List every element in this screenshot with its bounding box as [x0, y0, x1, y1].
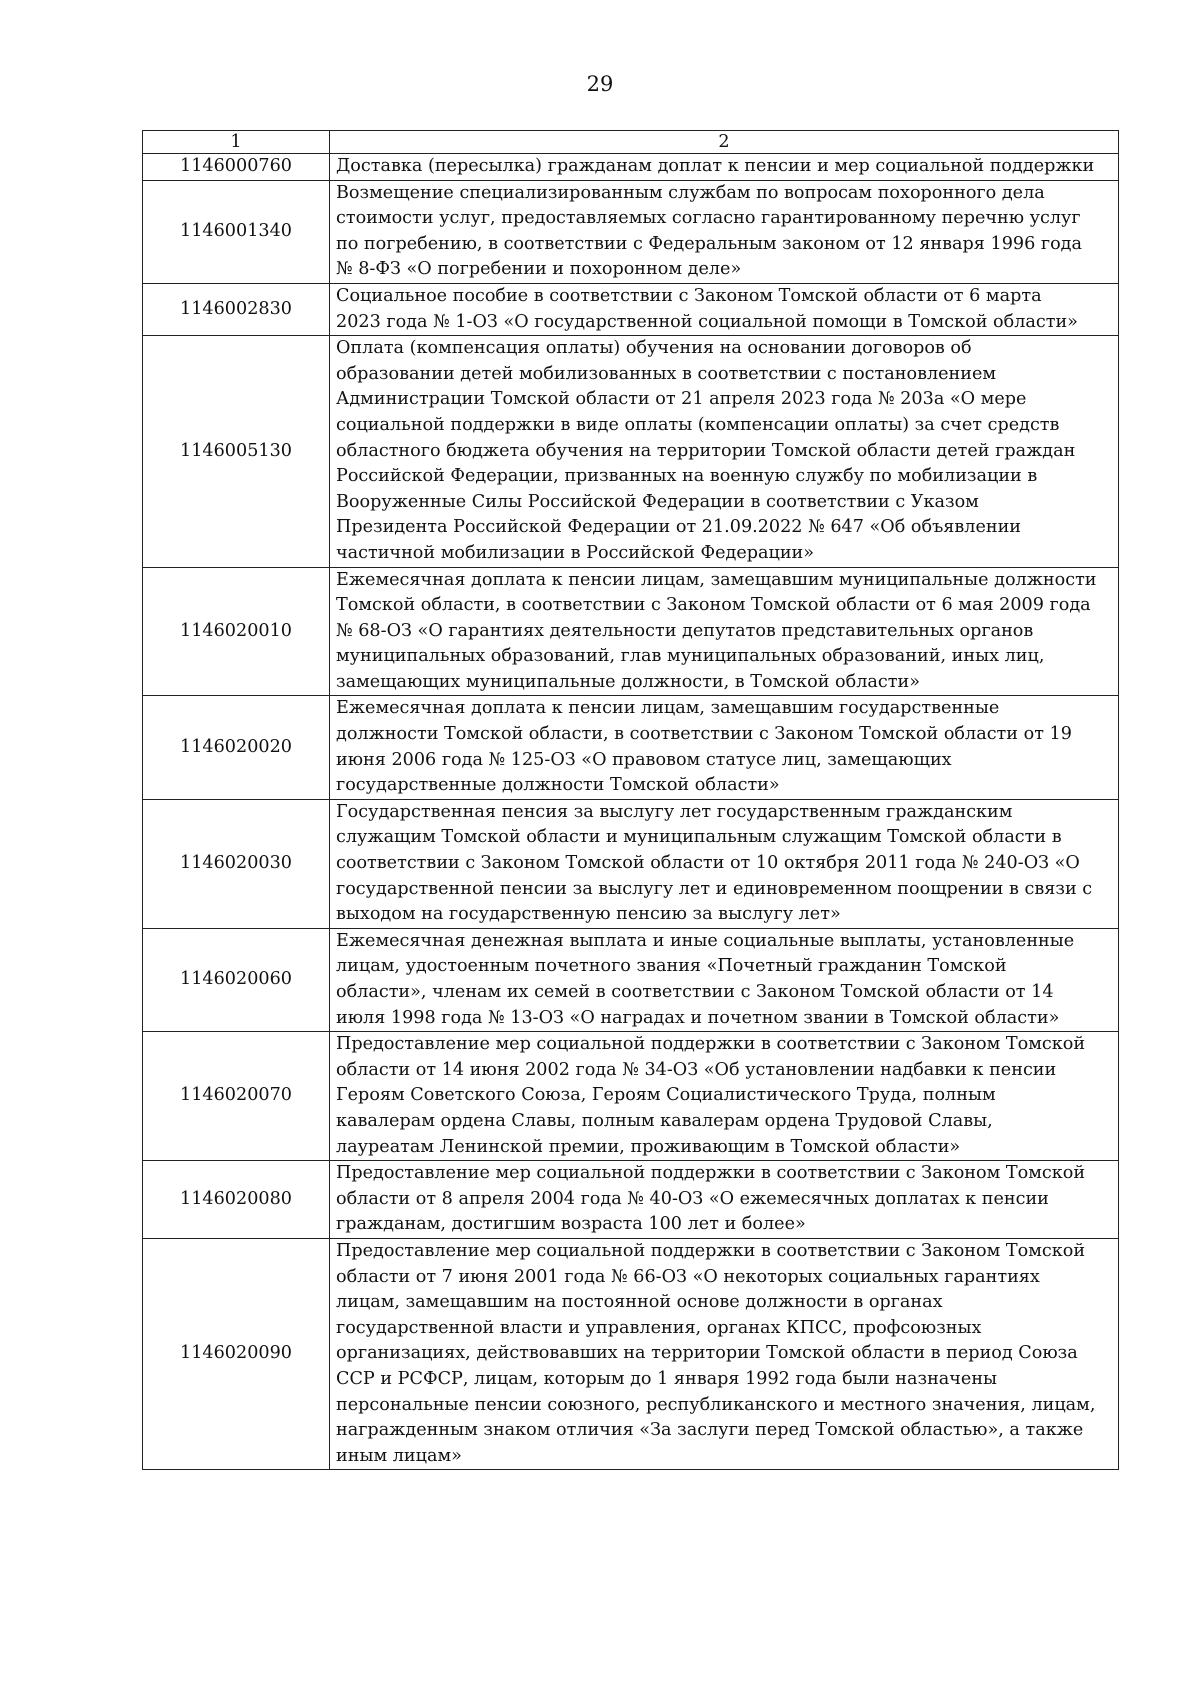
table-header-row — [143, 131, 1119, 154]
description-line: служащим Томской области и муниципальным служащим Томской области в — [336, 827, 1062, 848]
expense-description — [330, 180, 1119, 283]
classification-code: 1146020020 — [143, 696, 330, 799]
description-line: организациях, действовавших на территории Томской области в период Союза — [336, 1343, 1078, 1364]
description-line: образовании детей мобилизованных в соответствии с постановлением — [336, 363, 997, 384]
classification-code: 1146020090 — [143, 1238, 330, 1469]
description-line: июня 2006 года № 125-ОЗ «О правовом статусе лиц, замещающих — [336, 749, 952, 770]
table-row — [143, 928, 1119, 1031]
description-line: Героям Советского Союза, Героям Социалистического Труда, полным — [336, 1085, 996, 1106]
description-line: должности Томской области, в соответствии с Законом Томской области от 19 — [336, 724, 1072, 745]
column-header-code: 1 — [143, 131, 330, 154]
description-line: лицам, удостоенным почетного звания «Почетный гражданин Томской — [336, 956, 1007, 977]
description-line: стоимости услуг, предоставляемых согласно гарантированному перечню услуг — [336, 208, 1081, 229]
budget-classification-table — [142, 130, 1119, 1470]
description-line: Томской области, в соответствии с Законом Томской области от 6 мая 2009 года — [336, 595, 1091, 616]
description-line: социальной поддержки в виде оплаты (компенсации оплаты) за счет средств — [336, 414, 1060, 435]
description-line: области», членам их семей в соответствии с Законом Томской области от 14 — [336, 982, 1054, 1002]
expense-description — [330, 567, 1119, 696]
table-row — [143, 696, 1119, 799]
expense-description — [330, 1032, 1119, 1161]
description-line: № 8-ФЗ «О погребении и похоронном деле» — [336, 259, 742, 280]
description-line: Предоставление мер социальной поддержки в соответствии с Законом Томской — [336, 1163, 1086, 1184]
description-line: июля 1998 года № 13-ОЗ «О наградах и почетном звании в Томской области» — [336, 1007, 1060, 1028]
description-line: Предоставление мер социальной поддержки в соответствии с Законом Томской — [336, 1240, 1086, 1261]
expense-description — [330, 928, 1119, 1031]
table-row — [143, 799, 1119, 928]
classification-code: 1146020030 — [143, 799, 330, 928]
description-line: № 68-ОЗ «О гарантиях деятельности депутатов представительных органов — [336, 620, 1034, 641]
expense-description — [330, 799, 1119, 928]
expense-description — [330, 283, 1119, 335]
description-line: по погребению, в соответствии с Федеральным законом от 12 января 1996 года — [336, 233, 1082, 254]
table-row — [143, 180, 1119, 283]
description-line: выходом на государственную пенсию за выслугу лет» — [336, 904, 841, 925]
description-line: Президента Российской Федерации от 21.09.2022 № 647 «Об объявлении — [336, 517, 1022, 538]
description-line: персональные пенсии союзного, республиканского и местного значения, лицам, — [336, 1394, 1096, 1415]
table-row — [143, 336, 1119, 567]
description-line: Доставка (пересылка) гражданам доплат к пенсии и мер социальной поддержки — [336, 156, 1095, 176]
description-line: областного бюджета обучения на территории Томской области детей граждан — [336, 440, 1076, 461]
table-body — [143, 154, 1119, 1470]
column-header-description: 2 — [330, 131, 1119, 154]
description-line: области от 8 апреля 2004 года № 40-ОЗ «О ежемесячных доплатах к пенсии — [336, 1188, 1049, 1209]
description-line: Возмещение специализированным службам по вопросам похоронного дела — [336, 182, 1045, 203]
description-line: соответствии с Законом Томской области от 10 октября 2011 года № 240-ОЗ «О — [336, 853, 1080, 874]
description-line: Предоставление мер социальной поддержки в соответствии с Законом Томской — [336, 1034, 1086, 1055]
description-line: Государственная пенсия за выслугу лет государственным гражданским — [336, 801, 1013, 822]
classification-code: 1146001340 — [143, 180, 330, 283]
classification-code: 1146005130 — [143, 336, 330, 567]
description-line: Ежемесячная доплата к пенсии лицам, замещавшим государственные — [336, 698, 1000, 719]
description-line: Администрации Томской области от 21 апреля 2023 года № 203а «О мере — [336, 389, 1027, 410]
description-line: лауреатам Ленинской премии, проживающим в Томской области» — [336, 1136, 961, 1157]
classification-code: 1146002830 — [143, 283, 330, 335]
description-line: лицам, замещавшим на постоянной основе должности в органах — [336, 1292, 943, 1313]
table-row — [143, 1238, 1119, 1469]
description-line: муниципальных образований, глав муниципальных образований, иных лиц, — [336, 646, 1045, 667]
description-line: кавалерам ордена Славы, полным кавалерам ордена Трудовой Славы, — [336, 1110, 993, 1131]
description-line: Российской Федерации, призванных на военную службу по мобилизации в — [336, 466, 1038, 487]
description-line: государственной пенсии за выслугу лет и единовременном поощрении в связи с — [336, 878, 1093, 899]
description-line: государственной власти и управления, органах КПСС, профсоюзных — [336, 1317, 982, 1338]
description-line: награжденным знаком отличия «За заслуги перед Томской областью», а также — [336, 1420, 1084, 1441]
description-line: области от 7 июня 2001 года № 66-ОЗ «О некоторых социальных гарантиях — [336, 1266, 1040, 1287]
description-line: гражданам, достигшим возраста 100 лет и более» — [336, 1214, 806, 1235]
description-line: Вооруженные Силы Российской Федерации в соответствии с Указом — [336, 491, 979, 512]
table-row — [143, 1032, 1119, 1161]
expense-description — [330, 154, 1119, 181]
expense-description — [330, 1238, 1119, 1469]
classification-code: 1146020070 — [143, 1032, 330, 1161]
table-row — [143, 567, 1119, 696]
description-line: Ежемесячная доплата к пенсии лицам, замещавшим муниципальные должности — [336, 569, 1097, 590]
description-line: Оплата (компенсация оплаты) обучения на основании договоров об — [336, 338, 972, 359]
classification-code: 1146020060 — [143, 928, 330, 1031]
description-line: иным лицам» — [336, 1445, 462, 1466]
classification-code: 1146000760 — [143, 154, 330, 181]
classification-code: 1146020010 — [143, 567, 330, 696]
page-number: 29 — [586, 72, 614, 96]
description-line: государственные должности Томской области» — [336, 775, 780, 796]
expense-description — [330, 1161, 1119, 1239]
description-line: частичной мобилизации в Российской Федерации» — [336, 542, 815, 563]
table-row — [143, 1161, 1119, 1239]
expense-description — [330, 696, 1119, 799]
description-line: 2023 года № 1-ОЗ «О государственной социальной помощи в Томской области» — [336, 311, 1078, 332]
description-line: замещающих муниципальные должности, в Томской области» — [336, 671, 920, 692]
expense-description — [330, 336, 1119, 567]
classification-code: 1146020080 — [143, 1161, 330, 1239]
table-row — [143, 154, 1119, 181]
table-row — [143, 283, 1119, 335]
description-line: области от 14 июня 2002 года № 34-ОЗ «Об установлении надбавки к пенсии — [336, 1059, 1057, 1080]
description-line: ССР и РСФСР, лицам, которым до 1 января 1992 года были назначены — [336, 1368, 998, 1389]
description-line: Ежемесячная денежная выплата и иные социальные выплаты, установленные — [336, 930, 1075, 951]
description-line: Социальное пособие в соответствии с Законом Томской области от 6 марта — [336, 285, 1042, 306]
